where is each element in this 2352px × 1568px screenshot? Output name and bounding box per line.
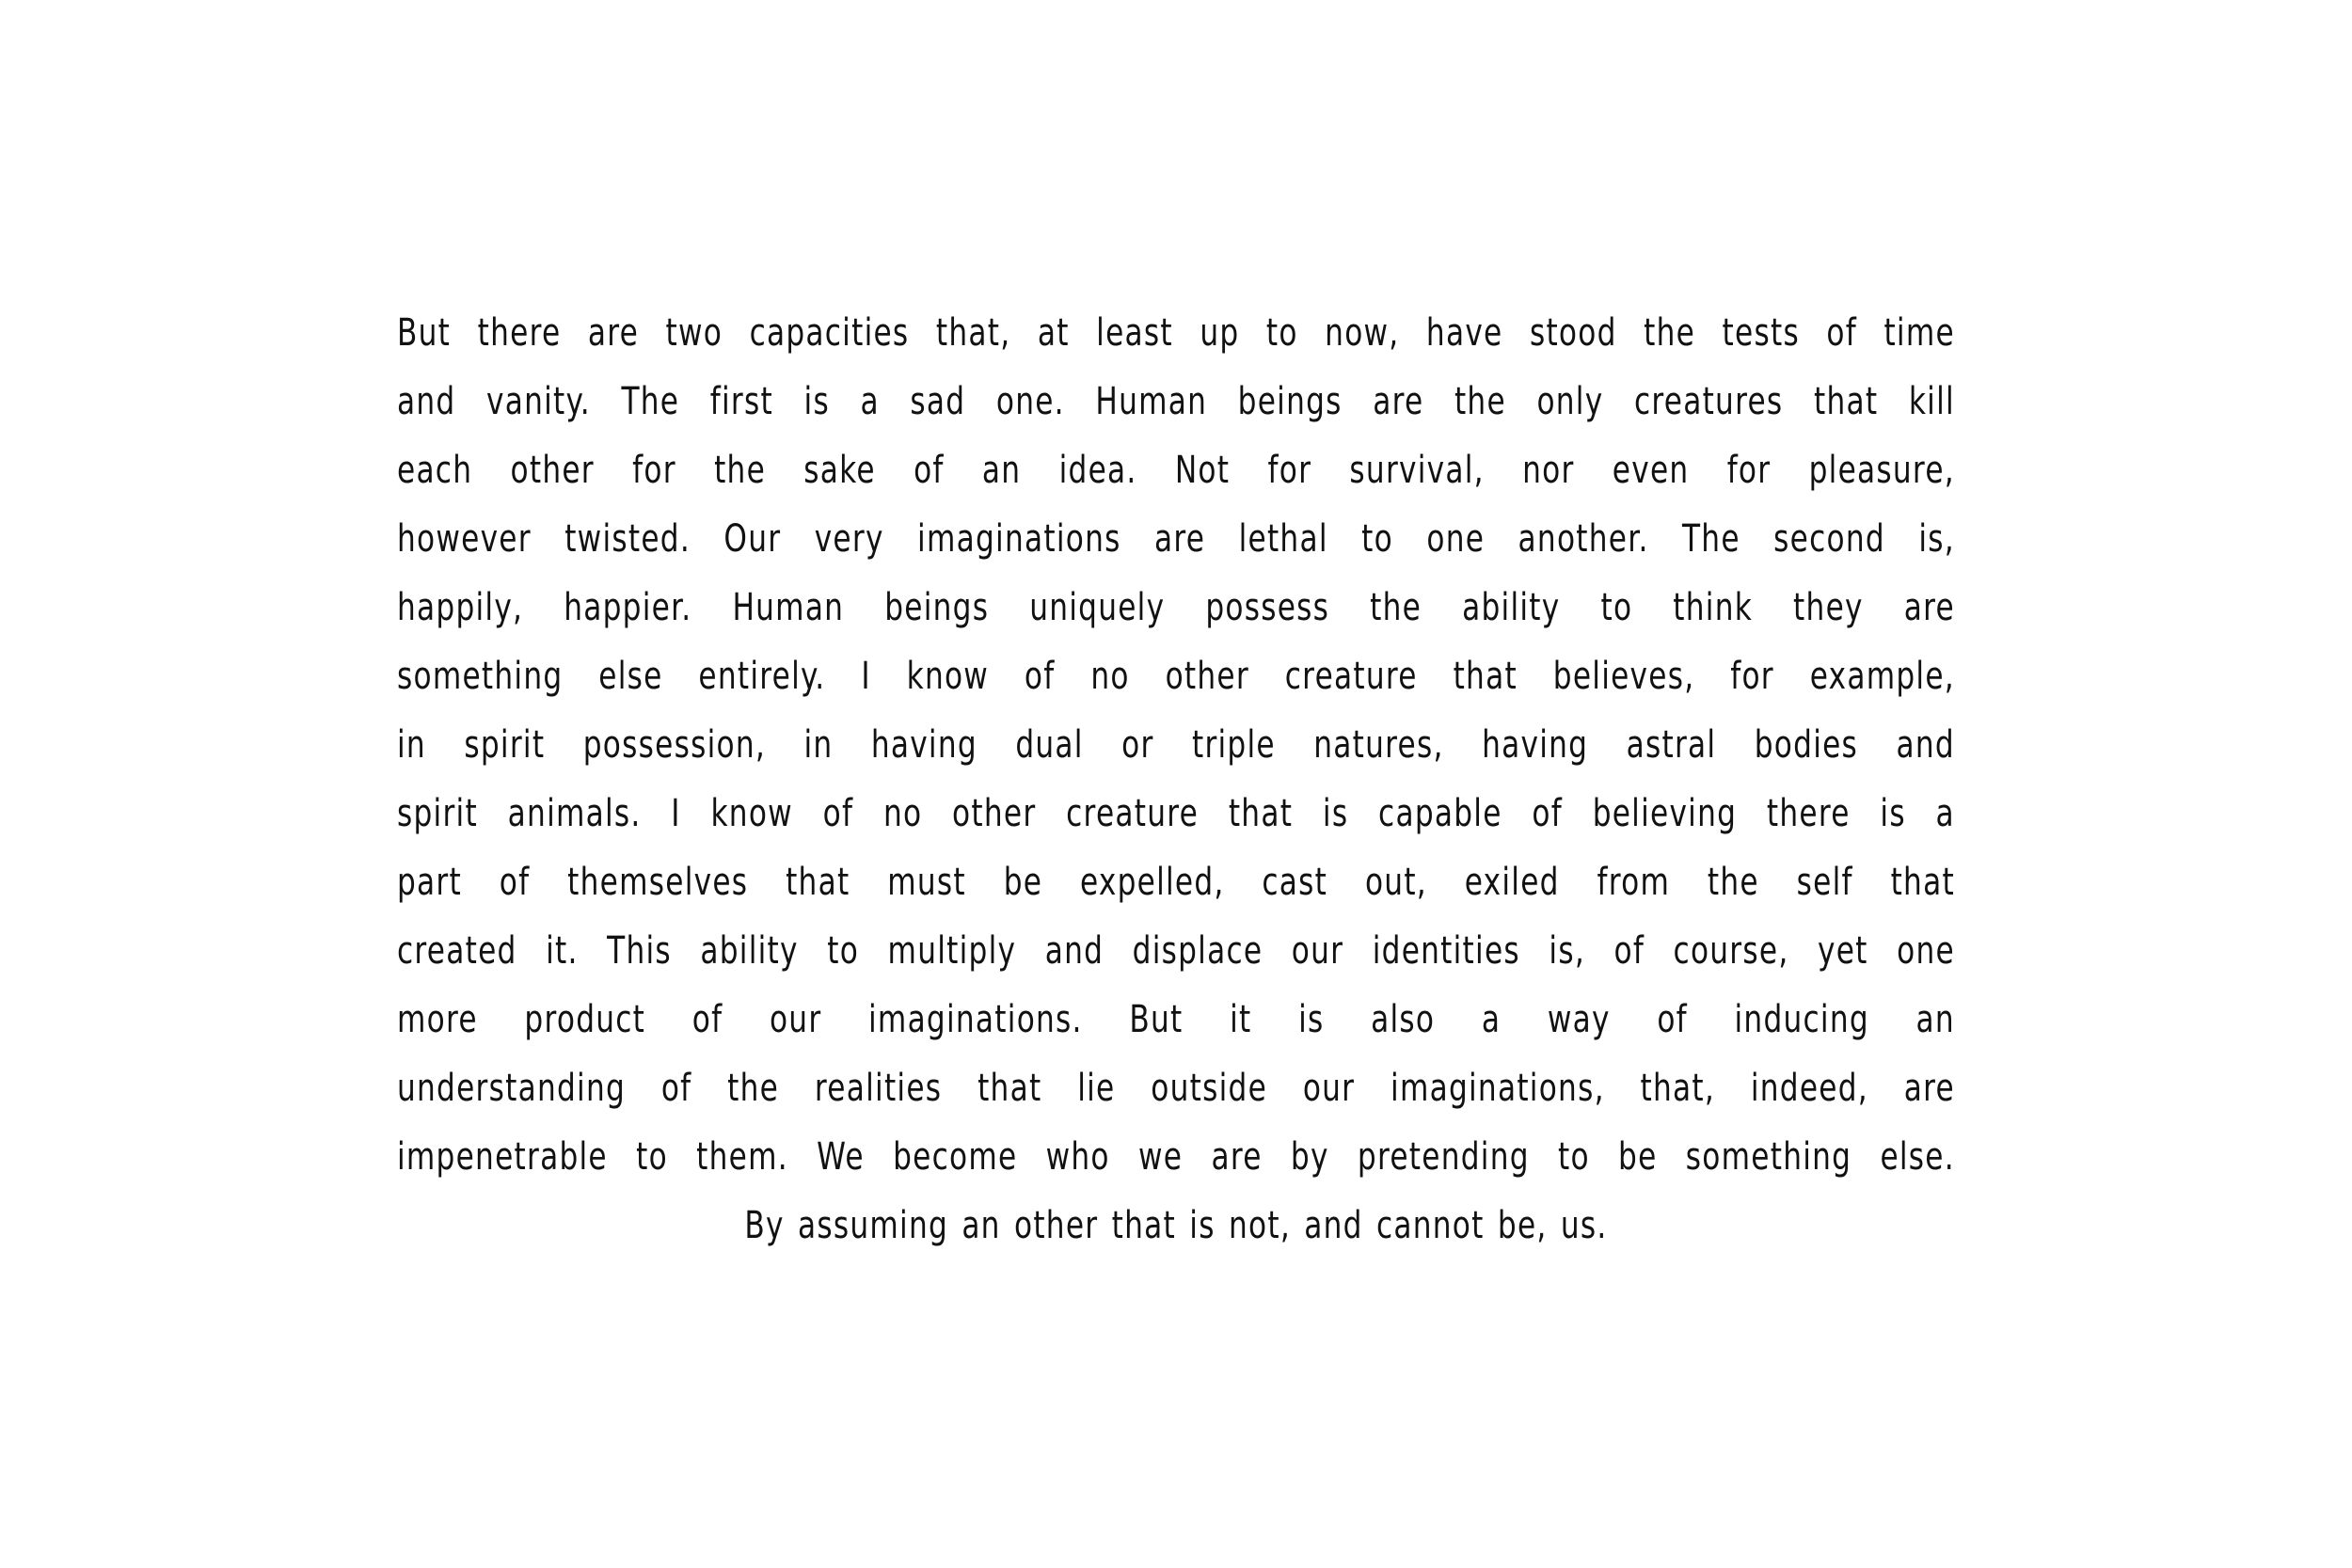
passage-line: spirit animals. I know of no other creature that is capable of believing there is a (397, 792, 1955, 835)
passage-line: part of themselves that must be expelled, cast out, exiled from the self that (397, 861, 1955, 904)
passage-line: happily, happier. Human beings uniquely possess the ability to think they are (397, 586, 1955, 629)
passage-line: however twisted. Our very imaginations are lethal to one another. The second is, (397, 517, 1955, 561)
passage-line: in spirit possession, in having dual or triple natures, having astral bodies and (397, 723, 1955, 767)
passage-line: something else entirely. I know of no other creature that believes, for example, (397, 655, 1955, 698)
passage-line: created it. This ability to multiply and displace our identities is, of course, yet one (397, 929, 1955, 973)
passage-line-final: By assuming an other that is not, and cannot be, us. (744, 1204, 1608, 1247)
passage-line: each other for the sake of an idea. Not for survival, nor even for pleasure, (397, 449, 1955, 492)
passage-text-block (397, 299, 1955, 1260)
passage-line: and vanity. The first is a sad one. Human beings are the only creatures that kill (397, 380, 1955, 423)
passage-line: more product of our imaginations. But it is also a way of inducing an (397, 998, 1955, 1041)
passage-line: impenetrable to them. We become who we are by pretending to be something else. (397, 1135, 1955, 1179)
passage-line: But there are two capacities that, at least up to now, have stood the tests of time (397, 311, 1955, 355)
passage-line: understanding of the realities that lie outside our imaginations, that, indeed, are (397, 1067, 1955, 1110)
